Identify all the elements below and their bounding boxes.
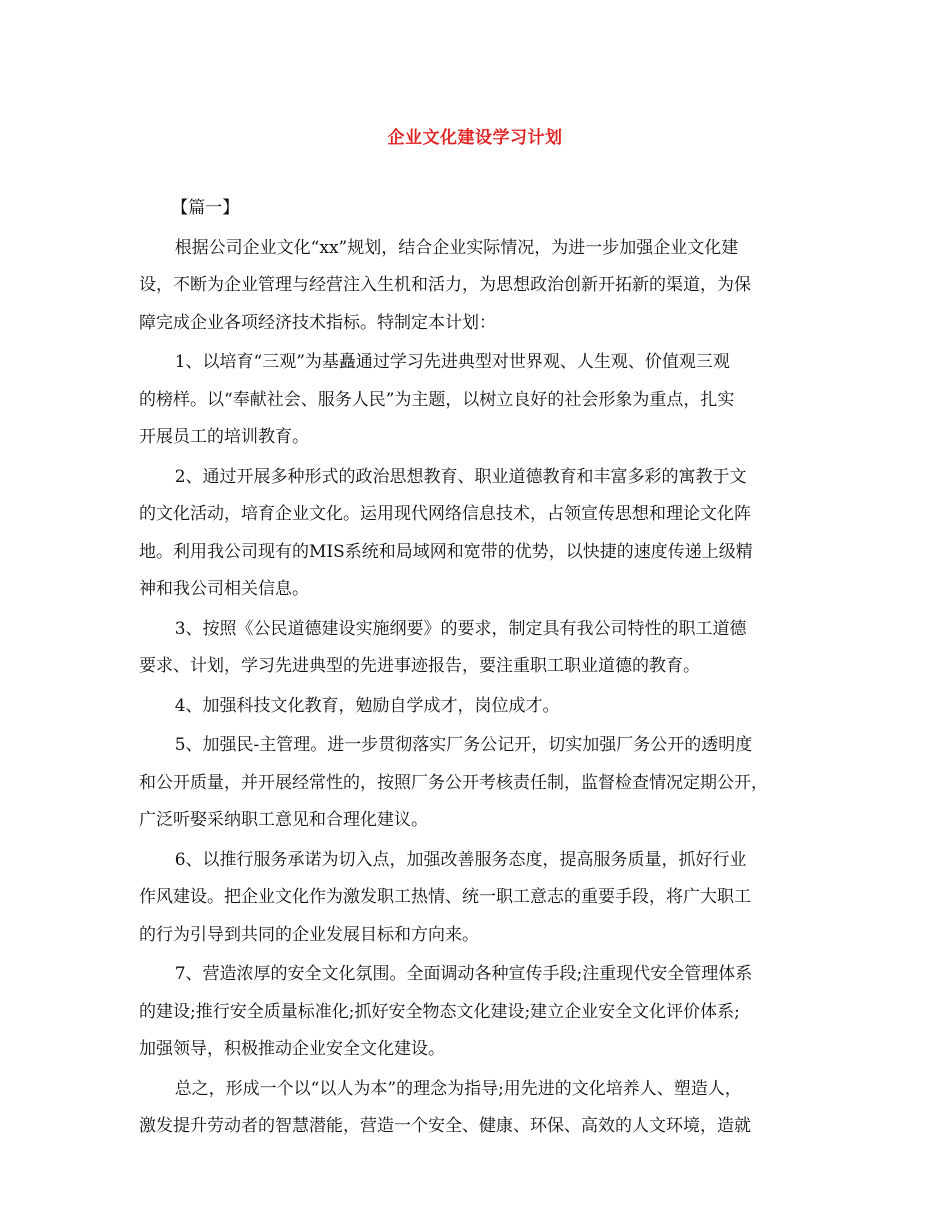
document-title: 企业文化建设学习计划 [387, 128, 563, 148]
paragraph-line: 的文化活动，培育企业文化。运用现代网络信息技术，占领宣传思想和理论文化阵 [139, 504, 751, 524]
paragraph-line: 5、加强民-主管理。进一步贯彻落实厂务公记开，切实加强厂务公开的透明度 [174, 735, 753, 755]
paragraph [139, 842, 819, 955]
paragraph-line: 作风建设。把企业文化作为激发职工热情、统一职工意志的重要手段，将广大职工 [139, 887, 751, 907]
paragraph [139, 727, 819, 840]
paragraph-line: 7、营造浓厚的安全文化氛围。全面调动各种宣传手段;注重现代安全管理体系 [174, 964, 753, 984]
document-body [139, 190, 819, 1148]
paragraph-line: 和公开质量，并开展经常性的，按照厂务公开考核责任制，监督检查情况定期公开， [139, 772, 768, 793]
paragraph [139, 230, 819, 343]
paragraph-line: 广泛听娶采纳职工意见和合理化建议。 [139, 810, 428, 830]
paragraph-line: 加强领导，积极推动企业安全文化建设。 [139, 1039, 445, 1059]
paragraph-line: 根据公司企业文化“xx”规划，结合企业实际情况，为进一步加强企业文化建 [174, 237, 739, 258]
paragraph [139, 459, 819, 609]
paragraph-line: 设，不断为企业管理与经营注入生机和活力，为思想政治创新开拓新的渠道，为保 [139, 275, 751, 295]
paragraph-line: 障完成企业各项经济技术指标。特制定本计划： [139, 312, 496, 333]
paragraph-line: 3、按照《公民道德建设实施纲要》的要求，制定具有我公司特性的职工道德 [174, 618, 747, 639]
paragraph-line: 6、以推行服务承诺为切入点，加强改善服务态度，提高服务质量，抓好行业 [174, 849, 747, 870]
paragraph [139, 344, 819, 457]
paragraph [139, 956, 819, 1069]
paragraph-line: 要求、计划，学习先进典型的先进事迹报告，要注重职工职业道德的教育。 [139, 656, 700, 676]
paragraph-line: 4、加强科技文化教育，勉励自学成才，岗位成才。 [174, 695, 560, 716]
paragraph [139, 1071, 819, 1146]
paragraph-line: 开展员工的培训教育。 [139, 427, 309, 447]
paragraph [139, 688, 819, 726]
paragraph-line: 激发提升劳动者的智慧潜能，营造一个安全、健康、环保、高效的人文环境，造就 [139, 1116, 751, 1136]
section-label: 【篇一】 [171, 198, 240, 218]
paragraph-line: 1、以培育“三观”为基矗通过学习先进典型对世界观、人生观、价值观三观 [174, 352, 730, 372]
paragraph-line: 地。利用我公司现有的MIS系统和局域网和宽带的优势，以快捷的速度传递上级精 [139, 541, 753, 562]
paragraph-line: 的榜样。以“奉献社会、服务人民”为主题，以树立良好的社会形象为重点，扎实 [139, 389, 735, 410]
paragraph-line: 2、通过开展多种形式的政治思想教育、职业道德教育和丰富多彩的寓教于文 [174, 466, 747, 487]
paragraph-line: 总之，形成一个以“以人为本”的理念为指导;用先进的文化培养人、塑造人， [174, 1078, 742, 1099]
paragraph [139, 611, 819, 686]
paragraph-line: 的行为引导到共同的企业发展目标和方向来。 [139, 924, 479, 945]
paragraph-line: 的建设;推行安全质量标准化;抓好安全物态文化建设;建立企业安全文化评价体系; [139, 1001, 740, 1022]
paragraph-line: 神和我公司相关信息。 [139, 579, 309, 599]
